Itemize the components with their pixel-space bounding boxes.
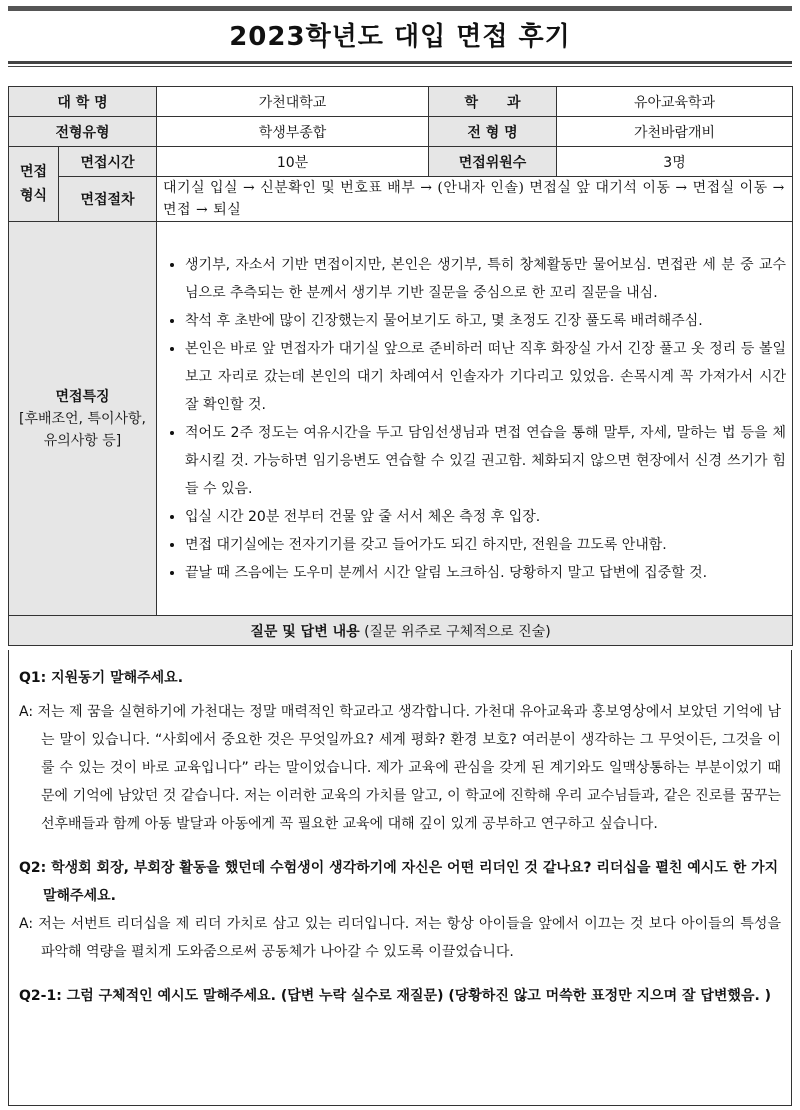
feature-item: • 끝날 때 즈음에는 도우미 분께서 시간 알림 노크하심. 당황하지 말고 답변에 집중할 것. xyxy=(185,559,786,587)
admission-name-label: 전 형 명 xyxy=(429,117,557,147)
feature-item: • 본인은 바로 앞 면접자가 대기실 앞으로 준비하러 떠난 직후 화장실 가서 긴장 풀고 옷 정리 등 볼일 보고 자리로 갔는데 본인의 대기 차례여서 인솔자가 기다리고 있었음. 손목시계 꼭 가져가서 시간 잘 확인할 것. xyxy=(185,335,786,419)
spacer xyxy=(19,838,781,854)
feature-item: • 적어도 2주 정도는 여유시간을 두고 담임선생님과 면접 연습을 통해 말투, 자세, 말하는 법 등을 체화시킬 것. 가능하면 임기응변도 연습할 수 있길 권고함. 체화되지 않으면 현장에서 신경 쓰기가 힘들 수 있음. xyxy=(185,419,786,503)
univ-value: 가천대학교 xyxy=(157,87,429,117)
page-title: 2023학년도 대입 면접 후기 xyxy=(229,22,571,52)
features-content xyxy=(157,222,793,616)
qa-section-header xyxy=(9,616,793,646)
procedure-value: 대기실 입실 → 신분확인 및 번호표 배부 → (안내자 인솔) 면접실 앞 대기석 이동 → 면접실 이동 → 면접 → 퇴실 xyxy=(157,177,793,222)
question-2-1: Q2-1: 그럼 구체적인 예시도 말해주세요. (답변 누락 실수로 재질문) (당황하진 않고 머쓱한 표정만 지으며 잘 답변했음. ) xyxy=(19,988,772,1004)
feature-item: • 면접 대기실에는 전자기기를 갖고 들어가도 되긴 하지만, 전원을 끄도록 안내함. xyxy=(185,531,786,559)
features-label xyxy=(9,222,157,616)
info-table xyxy=(8,86,793,646)
title-top-rule xyxy=(8,6,792,11)
answer-1: A: 저는 제 꿈을 실현하기에 가천대는 정말 매력적인 학교라고 생각합니다. 가천대 유아교육과 홍보영상에서 보았던 기억에 남는 말이 있습니다. “사회에서 중요한 것은 무엇일까요? 세계 평화? 환경 보호? 여러분이 생각하는 그 무엇이든, 그것을 이룰 수 있는 것이 바로 교육입니다” 라는 말이었습니다. 제가 교육에 관심을 갖게 된 계기와도 일맥상통하는 부분이었기 때문에 기억에 남았던 것 같습니다. 저는 이러한 교육의 가치를 알고, 이 학교에 진학해 우리 교수님들과, 같은 진로를 꿈꾸는 선후배들과 함께 아동 발달과 아동에게 꼭 필요한 교육에 대해 깊이 있게 공부하고 연구하고 싶습니다. xyxy=(19,704,781,832)
question-1: Q1: 지원동기 말해주세요. xyxy=(19,670,184,686)
title-bottom-rule xyxy=(8,61,792,64)
qa-header-note: (질문 위주로 구체적으로 진술) xyxy=(359,623,551,640)
features-label-main: 면접특징 xyxy=(55,388,110,405)
procedure-label: 면접절차 xyxy=(59,177,157,222)
feature-item: • 착석 후 초반에 많이 긴장했는지 물어보기도 하고, 몇 초정도 긴장 풀도록 배려해주심. xyxy=(185,307,786,335)
interview-format-label: 면접 형식 xyxy=(9,147,59,222)
features-list xyxy=(163,251,786,587)
features-label-sub: [후배조언, 특이사항, 유의사항 등] xyxy=(19,410,147,449)
feature-item: • 생기부, 자소서 기반 면접이지만, 본인은 생기부, 특히 창체활동만 물어보심. 면접관 세 분 중 교수님으로 추측되는 한 분께서 생기부 기반 질문을 중심으로 한 꼬리 질문을 내심. xyxy=(185,251,786,307)
panel-count-value: 3명 xyxy=(557,147,793,177)
admission-type-value: 학생부종합 xyxy=(157,117,429,147)
feature-item: • 입실 시간 20분 전부터 건물 앞 줄 서서 체온 측정 후 입장. xyxy=(185,503,786,531)
answer-2: A: 저는 서번트 리더십을 제 리더 가치로 삼고 있는 리더입니다. 저는 항상 아이들을 앞에서 이끄는 것 보다 아이들의 특성을 파악해 역량을 펼치게 도와줌으로써 공동체가 나아갈 수 있도록 이끌었습니다. xyxy=(19,916,781,960)
qa-header-title: 질문 및 답변 내용 xyxy=(250,623,360,640)
spacer xyxy=(19,966,781,982)
admission-name-value: 가천바람개비 xyxy=(557,117,793,147)
dept-value: 유아교육학과 xyxy=(557,87,793,117)
univ-label: 대 학 명 xyxy=(9,87,157,117)
title-bottom-thin-rule xyxy=(8,66,792,67)
interview-time-label: 면접시간 xyxy=(59,147,157,177)
qa-body xyxy=(8,650,792,1106)
question-2: Q2: 학생회 회장, 부회장 활동을 했던데 수험생이 생각하기에 자신은 어떤 리더인 것 같나요? 리더십을 펼친 예시도 한 가지 말해주세요. xyxy=(19,860,779,904)
panel-count-label: 면접위원수 xyxy=(429,147,557,177)
admission-type-label: 전형유형 xyxy=(9,117,157,147)
dept-label: 학 과 xyxy=(429,87,557,117)
interview-time-value: 10분 xyxy=(157,147,429,177)
